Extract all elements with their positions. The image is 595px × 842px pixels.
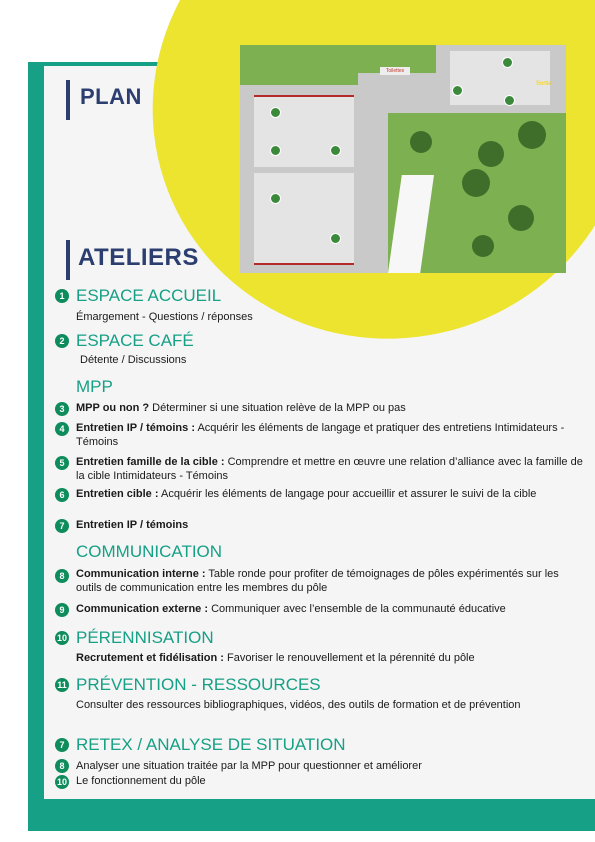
zone-marker [330, 233, 341, 244]
room-east [450, 51, 550, 105]
zone-marker [270, 145, 281, 156]
wall-line [254, 95, 354, 97]
mpp-item-5 [76, 455, 586, 483]
badge-5: 5 [55, 456, 69, 470]
tree [462, 169, 490, 197]
item-label: Entretien IP / témoins : [76, 422, 195, 434]
retex-item-10: Le fonctionnement du pôle [76, 775, 206, 787]
floor-plan-image [240, 45, 566, 273]
section-title-accueil: ESPACE ACCUEIL [76, 286, 222, 305]
zone-marker [330, 145, 341, 156]
item-label: MPP ou non ? [76, 402, 150, 414]
zone-marker [502, 57, 513, 68]
room-lower [254, 173, 354, 263]
badge-11: 11 [55, 678, 69, 692]
item-label: Communication externe : [76, 603, 209, 615]
badge-9: 9 [55, 603, 69, 617]
zone-marker [270, 107, 281, 118]
toilettes-label: Toilettes [380, 67, 410, 75]
item-label: Entretien famille de la cible : [76, 456, 225, 468]
item-text: Favoriser le renouvellement et la pérennité du pôle [223, 652, 475, 664]
mpp-item-7 [76, 518, 586, 532]
wall-line [254, 263, 354, 265]
item-text: Acquérir les éléments de langage pour accueillir et assurer le suivi de la cible [158, 488, 537, 500]
item-text: Comprendre et mettre en œuvre une relation d’alliance avec la famille de la cible Intimidateurs - Témoins [76, 456, 583, 482]
sortie-label: Sortie [536, 81, 552, 87]
item-label: Recrutement et fidélisation : [76, 652, 224, 664]
section-title-cafe: ESPACE CAFÉ [76, 331, 194, 350]
plan-heading: PLAN [80, 84, 142, 109]
zone-marker [504, 95, 515, 106]
communication-item-9 [76, 602, 586, 616]
section-title-perennisation: PÉRENNISATION [76, 628, 214, 647]
badge-4: 4 [55, 422, 69, 436]
terrace [388, 175, 434, 273]
item-label: Entretien IP / témoins [76, 519, 189, 531]
accueil-description: Émargement - Questions / réponses [76, 311, 253, 323]
badge-3: 3 [55, 402, 69, 416]
badge-2: 2 [55, 334, 69, 348]
mpp-item-3 [76, 401, 586, 415]
badge-6: 6 [55, 488, 69, 502]
prevention-description: Consulter des ressources bibliographiques, vidéos, des outils de formation et de prévention [76, 699, 521, 711]
tree [508, 205, 534, 231]
badge-8-retex: 8 [55, 759, 69, 773]
tree [478, 141, 504, 167]
ateliers-heading-bar [66, 240, 70, 280]
room-upper [254, 97, 354, 167]
mpp-item-6 [76, 487, 586, 501]
tree [410, 131, 432, 153]
badge-1: 1 [55, 289, 69, 303]
section-title-communication: COMMUNICATION [76, 542, 223, 561]
mpp-item-4 [76, 421, 586, 449]
zone-marker [452, 85, 463, 96]
badge-7: 7 [55, 519, 69, 533]
cafe-description: Détente / Discussions [80, 354, 187, 366]
plan-heading-bar [66, 80, 70, 120]
ateliers-heading: ATELIERS [78, 244, 199, 271]
badge-8: 8 [55, 569, 69, 583]
badge-10-retex: 10 [56, 777, 67, 787]
item-text: Acquérir les éléments de langage et pratiquer des entretiens Intimidateurs -Témoins [76, 422, 565, 448]
tree [518, 121, 546, 149]
section-title-retex: RETEX / ANALYSE DE SITUATION [76, 735, 346, 754]
tree [472, 235, 494, 257]
communication-item-8 [76, 567, 586, 595]
retex-item-8: Analyser une situation traitée par la MPP pour questionner et améliorer [76, 760, 422, 772]
item-label: Communication interne : [76, 568, 206, 580]
perennisation-item [76, 651, 586, 665]
item-label: Entretien cible : [76, 488, 159, 500]
item-text: Communiquer avec l’ensemble de la communauté éducative [208, 603, 506, 615]
section-title-mpp: MPP [76, 377, 113, 396]
item-text: Table ronde pour profiter de témoignages de pôles expérimentés sur les outils de communication entre les membres du pôle [76, 568, 559, 594]
section-title-prevention: PRÉVENTION - RESSOURCES [76, 675, 321, 694]
zone-marker [270, 193, 281, 204]
badge-10: 10 [56, 633, 67, 643]
item-text: Déterminer si une situation relève de la MPP ou pas [149, 402, 406, 414]
badge-7-retex: 7 [55, 738, 69, 752]
